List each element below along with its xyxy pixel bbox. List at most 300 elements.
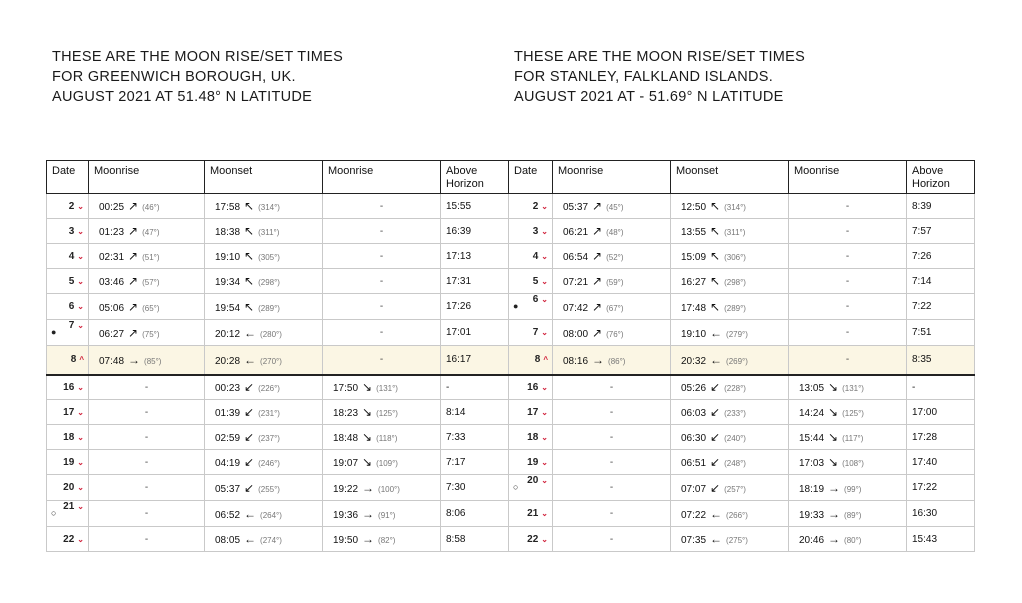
moonset-cell	[205, 475, 323, 501]
heading-line: AUGUST 2021 AT - 51.69° N LATITUDE	[514, 89, 784, 105]
direction-arrow-icon: ←	[244, 325, 257, 340]
chevron-down-icon: ⌄	[77, 226, 84, 236]
event-time: 19:10	[215, 252, 241, 263]
moonset-cell	[205, 425, 323, 450]
date-value: 8	[534, 354, 541, 366]
moonrise-cell	[89, 320, 205, 346]
moonrise-cell	[89, 244, 205, 269]
moonrise-cell-empty: -	[89, 475, 205, 501]
direction-arrow-icon: ↖	[710, 249, 721, 263]
chevron-up-icon: ^	[543, 355, 548, 365]
date-cell[interactable]	[509, 320, 553, 346]
direction-arrow-icon: ↖	[244, 199, 255, 213]
date-cell[interactable]	[47, 269, 89, 294]
above-horizon-cell: 7:26	[907, 244, 975, 269]
above-horizon-cell: 8:58	[441, 527, 509, 552]
direction-arrow-icon: ↘	[362, 455, 373, 469]
date-value: 21	[527, 508, 539, 519]
direction-arrow-icon: ↗	[592, 325, 603, 340]
azimuth-degrees: (109°)	[376, 459, 398, 468]
azimuth-degrees: (266°)	[726, 510, 748, 520]
azimuth-degrees: (279°)	[726, 329, 748, 339]
event-time: 08:16	[563, 355, 589, 367]
azimuth-degrees: (298°)	[724, 278, 746, 287]
direction-arrow-icon: →	[828, 480, 841, 495]
event-time: 00:23	[215, 383, 241, 395]
event-time: 19:10	[681, 328, 707, 340]
direction-arrow-icon: ↙	[710, 405, 721, 419]
chevron-down-icon: ⌄	[77, 382, 84, 392]
date-value: 16	[527, 381, 539, 393]
moonrise2-cell	[789, 450, 907, 475]
chevron-down-icon: ⌄	[77, 457, 84, 467]
direction-arrow-icon: ↗	[128, 299, 139, 314]
date-value: 2	[68, 200, 75, 212]
azimuth-degrees: (305°)	[258, 253, 280, 262]
moonset-cell	[205, 400, 323, 425]
table-row	[47, 219, 975, 244]
table-row	[47, 320, 975, 346]
event-time: 20:46	[799, 535, 825, 546]
date-value: 3	[532, 225, 539, 237]
date-value: 5	[68, 275, 75, 287]
moon-table-body	[47, 194, 975, 552]
azimuth-degrees: (289°)	[724, 303, 746, 313]
date-cell[interactable]	[509, 269, 553, 294]
direction-arrow-icon: ↗	[592, 249, 603, 263]
col-date: Date	[509, 161, 553, 194]
chevron-down-icon: ⌄	[541, 457, 548, 467]
moonrise2-cell	[789, 475, 907, 501]
direction-arrow-icon: ↖	[244, 299, 255, 314]
event-time: 00:25	[99, 202, 125, 213]
table-row	[47, 294, 975, 320]
date-value: 2	[532, 200, 539, 212]
azimuth-degrees: (226°)	[258, 384, 280, 394]
above-horizon-cell: 8:06	[441, 501, 509, 527]
above-horizon-cell: 17:28	[907, 425, 975, 450]
moonrise-cell	[553, 269, 671, 294]
date-value: 21	[63, 501, 75, 512]
azimuth-degrees: (311°)	[258, 228, 280, 237]
date-cell[interactable]	[47, 450, 89, 475]
table-row	[47, 375, 975, 400]
event-time: 19:33	[799, 509, 825, 521]
greenwich-heading	[52, 47, 343, 107]
moonrise-cell-empty: -	[553, 501, 671, 527]
col-moonrise-2: Moonrise	[323, 161, 441, 194]
direction-arrow-icon: →	[362, 532, 375, 546]
moonset-cell	[671, 269, 789, 294]
col-moonrise-2: Moonrise	[789, 161, 907, 194]
event-time: 07:42	[563, 302, 589, 314]
azimuth-degrees: (47°)	[142, 228, 160, 237]
moonrise2-cell-empty: -	[789, 294, 907, 320]
date-cell[interactable]	[509, 294, 553, 320]
moonrise-cell	[89, 194, 205, 219]
col-moonset: Moonset	[205, 161, 323, 194]
date-value: 17	[63, 406, 75, 418]
above-horizon-cell: 17:26	[441, 294, 509, 320]
date-cell[interactable]	[47, 294, 89, 320]
chevron-down-icon: ⌄	[541, 476, 548, 485]
direction-arrow-icon: ↙	[244, 405, 255, 419]
event-time: 07:22	[681, 509, 707, 521]
date-value: 4	[68, 250, 75, 262]
direction-arrow-icon: ↘	[362, 430, 373, 444]
col-moonset: Moonset	[671, 161, 789, 194]
azimuth-degrees: (314°)	[258, 203, 280, 212]
event-time: 05:26	[681, 383, 707, 395]
direction-arrow-icon: ↙	[710, 430, 721, 444]
date-value: 7	[532, 327, 539, 338]
date-value: 22	[63, 533, 75, 545]
date-value: 20	[527, 475, 539, 486]
table-row	[47, 400, 975, 425]
azimuth-degrees: (131°)	[376, 384, 398, 394]
heading-line: FOR GREENWICH BOROUGH, UK.	[52, 69, 296, 85]
heading-line: FOR STANLEY, FALKLAND ISLANDS.	[514, 69, 774, 85]
azimuth-degrees: (298°)	[258, 278, 280, 287]
date-value: 5	[532, 275, 539, 287]
event-time: 16:27	[681, 277, 707, 288]
col-moonrise: Moonrise	[89, 161, 205, 194]
above-horizon-cell: 17:00	[907, 400, 975, 425]
table-row	[47, 425, 975, 450]
chevron-down-icon: ⌄	[77, 276, 84, 286]
moonrise2-cell	[323, 425, 441, 450]
chevron-down-icon: ⌄	[77, 432, 84, 442]
event-time: 06:30	[681, 433, 707, 444]
azimuth-degrees: (311°)	[724, 228, 746, 237]
date-cell[interactable]	[509, 400, 553, 425]
table-row	[47, 244, 975, 269]
date-cell[interactable]	[509, 219, 553, 244]
event-time: 06:21	[563, 227, 589, 238]
date-value: 18	[527, 431, 539, 443]
event-time: 01:23	[99, 227, 125, 238]
chevron-down-icon: ⌄	[541, 328, 548, 337]
moonrise2-cell-empty: -	[323, 194, 441, 219]
moonset-cell	[671, 244, 789, 269]
moonset-cell	[205, 194, 323, 219]
table-row	[47, 194, 975, 219]
moonrise2-cell	[323, 375, 441, 400]
event-time: 13:05	[799, 383, 825, 395]
direction-arrow-icon: ↘	[828, 405, 839, 419]
moonrise2-cell-empty: -	[789, 269, 907, 294]
event-time: 19:07	[333, 458, 359, 469]
moonrise2-cell-empty: -	[323, 346, 441, 375]
moonrise2-cell-empty: -	[323, 269, 441, 294]
moonset-cell	[205, 450, 323, 475]
azimuth-degrees: (306°)	[724, 253, 746, 262]
azimuth-degrees: (100°)	[378, 484, 400, 494]
moonrise-cell	[89, 219, 205, 244]
direction-arrow-icon: ↖	[710, 299, 721, 314]
event-time: 05:37	[563, 202, 589, 213]
date-cell[interactable]	[509, 375, 553, 400]
moonset-cell	[205, 269, 323, 294]
direction-arrow-icon: ↘	[828, 455, 839, 469]
chevron-down-icon: ⌄	[541, 534, 548, 544]
moonrise2-cell	[789, 501, 907, 527]
direction-arrow-icon: ↘	[828, 380, 839, 395]
date-cell[interactable]	[509, 450, 553, 475]
date-cell[interactable]	[47, 400, 89, 425]
date-value: 6	[68, 301, 75, 312]
moonrise2-cell-empty: -	[323, 219, 441, 244]
above-horizon-cell: 17:40	[907, 450, 975, 475]
moonrise2-cell-empty: -	[323, 294, 441, 320]
moonset-cell	[671, 400, 789, 425]
heading-line: AUGUST 2021 AT 51.48° N LATITUDE	[52, 89, 313, 105]
event-time: 17:50	[333, 383, 359, 395]
above-horizon-cell: 17:13	[441, 244, 509, 269]
above-horizon-cell: 7:57	[907, 219, 975, 244]
date-cell[interactable]	[47, 194, 89, 219]
moonrise-cell-empty: -	[553, 475, 671, 501]
event-time: 08:00	[563, 328, 589, 340]
date-value: 19	[527, 456, 539, 468]
direction-arrow-icon: ↙	[244, 430, 255, 444]
date-cell[interactable]	[47, 425, 89, 450]
direction-arrow-icon: ↖	[710, 274, 721, 288]
moonset-cell	[671, 475, 789, 501]
date-value: 3	[68, 225, 75, 237]
above-horizon-cell: 15:43	[907, 527, 975, 552]
direction-arrow-icon: →	[828, 532, 841, 546]
event-time: 07:21	[563, 277, 589, 288]
col-above-horizon: Above Horizon	[907, 161, 975, 194]
azimuth-degrees: (80°)	[844, 536, 862, 545]
azimuth-degrees: (228°)	[724, 384, 746, 394]
date-cell[interactable]	[47, 346, 89, 375]
chevron-down-icon: ⌄	[541, 295, 548, 304]
direction-arrow-icon: →	[128, 352, 141, 367]
date-value: 8	[70, 354, 77, 366]
azimuth-degrees: (237°)	[258, 434, 280, 443]
event-time: 06:27	[99, 328, 125, 340]
chevron-down-icon: ⌄	[541, 201, 548, 211]
date-cell[interactable]	[47, 320, 89, 346]
chevron-down-icon: ⌄	[77, 483, 84, 492]
azimuth-degrees: (67°)	[606, 303, 624, 313]
date-cell[interactable]	[47, 527, 89, 552]
moonrise-cell-empty: -	[89, 400, 205, 425]
moonset-cell	[205, 346, 323, 375]
moonrise-cell	[553, 219, 671, 244]
date-cell[interactable]	[47, 375, 89, 400]
azimuth-degrees: (76°)	[606, 329, 624, 339]
moonrise-cell	[89, 294, 205, 320]
event-time: 20:28	[215, 355, 241, 367]
date-value: 19	[63, 456, 75, 468]
above-horizon-cell: 17:31	[441, 269, 509, 294]
moonrise2-cell-empty: -	[789, 194, 907, 219]
event-time: 07:48	[99, 355, 125, 367]
moonrise2-cell	[789, 400, 907, 425]
date-cell[interactable]	[509, 527, 553, 552]
chevron-down-icon: ⌄	[541, 432, 548, 442]
event-time: 07:07	[681, 483, 707, 495]
moonset-cell	[671, 219, 789, 244]
event-time: 17:58	[215, 202, 241, 213]
moonrise2-cell-empty: -	[789, 320, 907, 346]
event-time: 19:36	[333, 509, 359, 521]
moonrise-cell-empty: -	[553, 375, 671, 400]
chevron-down-icon: ⌄	[541, 251, 548, 261]
moonrise2-cell-empty: -	[789, 244, 907, 269]
direction-arrow-icon: →	[362, 506, 375, 521]
event-time: 18:38	[215, 227, 241, 238]
moonset-cell	[671, 346, 789, 375]
event-time: 12:50	[681, 202, 707, 213]
moonrise2-cell-empty: -	[323, 320, 441, 346]
moonrise2-cell	[789, 425, 907, 450]
moon-phase-icon: ●	[513, 301, 519, 311]
date-cell[interactable]	[509, 194, 553, 219]
moonrise-cell	[553, 346, 671, 375]
event-time: 06:51	[681, 458, 707, 469]
direction-arrow-icon: ←	[244, 352, 257, 367]
direction-arrow-icon: ↗	[128, 274, 139, 288]
event-time: 08:05	[215, 535, 241, 546]
azimuth-degrees: (91°)	[378, 510, 396, 520]
azimuth-degrees: (257°)	[724, 484, 746, 494]
direction-arrow-icon: ↘	[828, 430, 839, 444]
event-time: 18:19	[799, 483, 825, 495]
event-time: 20:12	[215, 328, 241, 340]
event-time: 18:23	[333, 408, 359, 419]
chevron-down-icon: ⌄	[77, 201, 84, 211]
event-time: 15:44	[799, 433, 825, 444]
azimuth-degrees: (99°)	[844, 484, 862, 494]
moonrise2-cell	[789, 375, 907, 400]
event-time: 06:54	[563, 252, 589, 263]
date-cell[interactable]	[509, 425, 553, 450]
moonrise-cell-empty: -	[553, 425, 671, 450]
above-horizon-cell: 7:30	[441, 475, 509, 501]
direction-arrow-icon: ↗	[592, 224, 603, 238]
direction-arrow-icon: ←	[710, 325, 723, 340]
chevron-down-icon: ⌄	[541, 509, 548, 518]
moonset-cell	[205, 244, 323, 269]
date-cell[interactable]	[509, 501, 553, 527]
event-time: 01:39	[215, 408, 241, 419]
date-cell[interactable]	[47, 501, 89, 527]
moonset-cell	[671, 501, 789, 527]
event-time: 20:32	[681, 355, 707, 367]
date-value: 17	[527, 406, 539, 418]
azimuth-degrees: (75°)	[142, 329, 160, 339]
moonrise-cell-empty: -	[89, 425, 205, 450]
above-horizon-cell: 8:35	[907, 346, 975, 375]
date-cell[interactable]	[47, 219, 89, 244]
moonrise2-cell	[323, 501, 441, 527]
col-date: Date	[47, 161, 89, 194]
chevron-down-icon: ⌄	[541, 382, 548, 392]
moonrise-cell	[89, 346, 205, 375]
azimuth-degrees: (45°)	[606, 203, 624, 212]
azimuth-degrees: (274°)	[260, 536, 282, 545]
moonrise-cell	[553, 320, 671, 346]
date-cell[interactable]	[509, 346, 553, 375]
date-value: 20	[63, 482, 75, 493]
heading-line: THESE ARE THE MOON RISE/SET TIMES	[514, 49, 806, 65]
direction-arrow-icon: ↙	[710, 480, 721, 495]
date-value: 18	[63, 431, 75, 443]
date-value: 7	[68, 320, 75, 331]
azimuth-degrees: (89°)	[844, 510, 862, 520]
azimuth-degrees: (275°)	[726, 536, 748, 545]
event-time: 06:52	[215, 509, 241, 521]
azimuth-degrees: (59°)	[606, 278, 624, 287]
moonset-cell	[205, 375, 323, 400]
above-horizon-cell: 7:51	[907, 320, 975, 346]
direction-arrow-icon: ↙	[244, 455, 255, 469]
direction-arrow-icon: ↙	[244, 480, 255, 495]
moonrise-cell-empty: -	[553, 527, 671, 552]
azimuth-degrees: (118°)	[376, 434, 398, 443]
azimuth-degrees: (233°)	[724, 409, 746, 418]
moonset-cell	[205, 294, 323, 320]
table-row	[47, 346, 975, 375]
moon-times-table	[46, 160, 975, 552]
above-horizon-cell: 8:39	[907, 194, 975, 219]
azimuth-degrees: (269°)	[726, 356, 748, 366]
direction-arrow-icon: ↗	[592, 274, 603, 288]
date-cell[interactable]	[509, 244, 553, 269]
moonrise-cell-empty: -	[89, 375, 205, 400]
event-time: 19:22	[333, 483, 359, 495]
above-horizon-cell: 8:14	[441, 400, 509, 425]
event-time: 19:54	[215, 302, 241, 314]
direction-arrow-icon: ↙	[710, 380, 721, 395]
moon-phase-icon: ○	[513, 482, 519, 492]
direction-arrow-icon: ↖	[244, 274, 255, 288]
direction-arrow-icon: ←	[244, 506, 257, 521]
date-cell[interactable]	[47, 475, 89, 501]
direction-arrow-icon: ←	[244, 532, 257, 546]
azimuth-degrees: (246°)	[258, 459, 280, 468]
above-horizon-cell: 16:39	[441, 219, 509, 244]
header-row	[47, 161, 975, 194]
date-cell[interactable]	[47, 244, 89, 269]
above-horizon-cell: 17:22	[907, 475, 975, 501]
event-time: 19:34	[215, 277, 241, 288]
above-horizon-cell: 17:01	[441, 320, 509, 346]
moonset-cell	[671, 320, 789, 346]
above-horizon-cell: 16:17	[441, 346, 509, 375]
above-horizon-cell: 7:33	[441, 425, 509, 450]
direction-arrow-icon: ↙	[710, 455, 721, 469]
azimuth-degrees: (314°)	[724, 203, 746, 212]
moonrise2-cell	[323, 400, 441, 425]
chevron-down-icon: ⌄	[77, 502, 84, 511]
table-row	[47, 475, 975, 501]
direction-arrow-icon: ↖	[710, 224, 721, 238]
moon-phase-icon: ●	[51, 327, 57, 337]
date-cell[interactable]	[509, 475, 553, 501]
azimuth-degrees: (108°)	[842, 459, 864, 468]
moonrise2-cell-empty: -	[789, 346, 907, 375]
direction-arrow-icon: ↗	[128, 224, 139, 238]
direction-arrow-icon: ↗	[128, 199, 139, 213]
moonset-cell	[671, 375, 789, 400]
azimuth-degrees: (125°)	[376, 409, 398, 418]
date-value: 6	[532, 294, 539, 305]
